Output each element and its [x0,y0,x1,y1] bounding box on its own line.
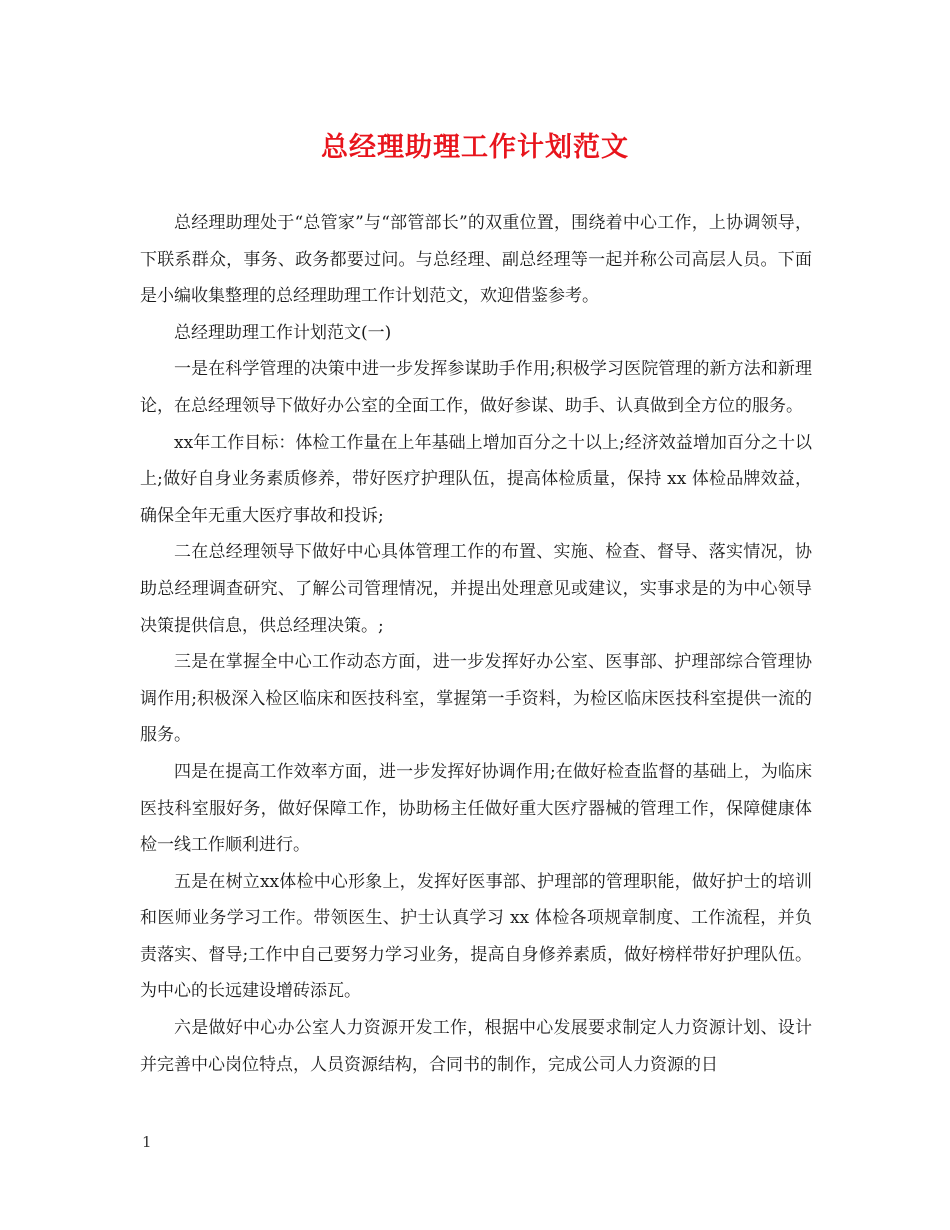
paragraph-intro: 总经理助理处于“总管家”与“部管部长”的双重位置，围绕着中心工作，上协调领导，下联系群众，事务、政务都要过问。与总经理、副总经理等一起并称公司高层人员。下面是小编收集整理的总经理助理工作计划范文，欢迎借鉴参考。 [140,213,812,307]
paragraph-item-4: 四是在提高工作效率方面，进一步发挥好协调作用;在做好检查监督的基础上，为临床医技科室服好务，做好保障工作，协助杨主任做好重大医疗器械的管理工作，保障健康体检一线工作顺利进行。 [140,761,812,856]
page-number: 1 [142,1133,152,1151]
paragraph-item-2: 二在总经理领导下做好中心具体管理工作的布置、实施、检查、督导、落实情况，协助总经理调查研究、了解公司管理情况，并提出处理意见或建议，实事求是的为中心领导决策提供信息，供总经理决策。; [140,542,812,636]
section-heading: 总经理助理工作计划范文(一) [174,322,392,343]
document-body [140,205,812,1083]
paragraph-item-5: 五是在树立xx体检中心形象上，发挥好医事部、护理部的管理职能，做好护士的培训和医师业务学习工作。带领医生、护士认真学习 xx 体检各项规章制度、工作流程，并负责落实、督导;工作中自己要努力学习业务，提高自身修养素质，做好榜样带好护理队伍。为中心的长远建设增砖添瓦。 [140,871,812,1002]
document-title: 总经理助理工作计划范文 [321,132,629,163]
paragraph-item-6: 六是做好中心办公室人力资源开发工作，根据中心发展要求制定人力资源计划、设计并完善中心岗位特点，人员资源结构，合同书的制作，完成公司人力资源的日 [140,1018,812,1075]
paragraph-item-1: 一是在科学管理的决策中进一步发挥参谋助手作用;积极学习医院管理的新方法和新理论，在总经理领导下做好办公室的全面工作，做好参谋、助手、认真做到全方位的服务。 [140,359,812,416]
paragraph-item-3: 三是在掌握全中心工作动态方面，进一步发挥好办公室、医事部、护理部综合管理协调作用;积极深入检区临床和医技科室，掌握第一手资料，为检区临床医技科室提供一流的服务。 [140,652,812,746]
paragraph-goals: xx年工作目标：体检工作量在上年基础上增加百分之十以上;经济效益增加百分之十以上;做好自身业务素质修养，带好医疗护理队伍，提高体检质量，保持 xx 体检品牌效益，确保全年无重大医疗事故和投诉; [140,432,812,526]
